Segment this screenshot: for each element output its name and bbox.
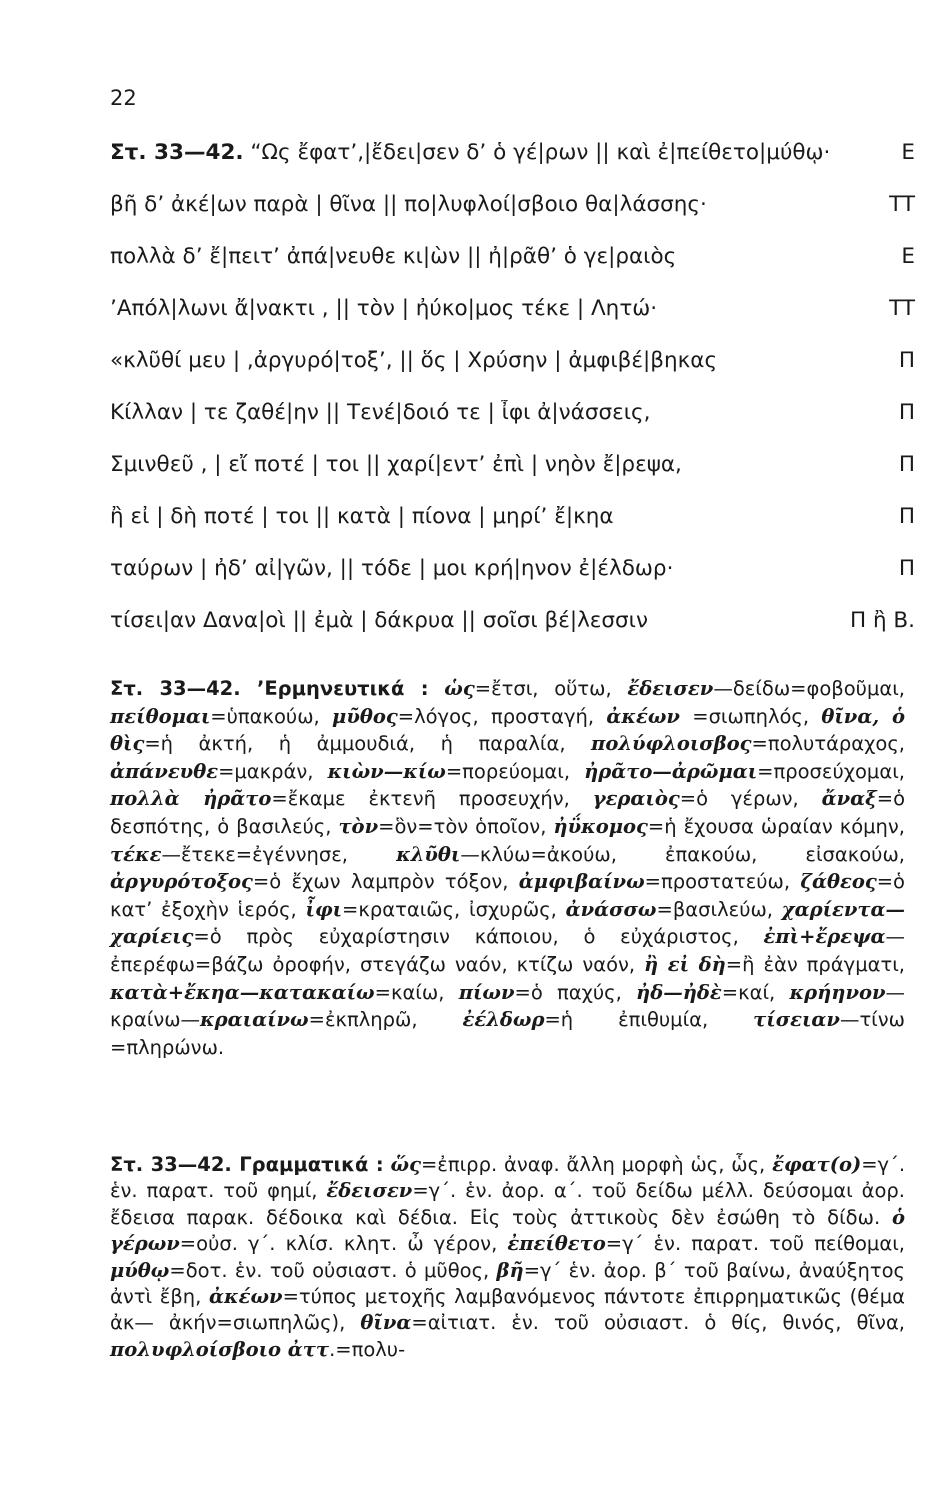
- verse-block: [110, 140, 915, 660]
- headword: τὸν: [338, 814, 379, 838]
- gloss: =ὁ γέρων,: [679, 787, 822, 811]
- gloss: .=πολυ-: [329, 1337, 406, 1361]
- headword: ἔδεισεν: [627, 677, 714, 700]
- gloss: =πορεύομαι,: [445, 759, 585, 783]
- verse-body: ταύρων | ἠδ’ αἰ|γῶν, || τόδε | μοι κρή|ηνον ἐ|έλδωρ·: [110, 556, 674, 581]
- gloss: =ἔτσι, οὕτω,: [474, 677, 628, 700]
- headword: πείθομαι: [110, 704, 211, 728]
- gloss: —τίνω =πληρώνω.: [110, 1008, 905, 1059]
- headword: πολυφλοίσβοιο ἀττ: [110, 1337, 330, 1361]
- verse-body: ἢ εἰ | δὴ ποτέ | τοι || κατὰ | πίονα | μηρί’ ἔ|κηα: [110, 504, 614, 529]
- gloss: —κραίνω—: [110, 980, 906, 1032]
- headword: μῦθος: [332, 704, 398, 728]
- headword: ἔδεισεν: [326, 1179, 413, 1203]
- verse-line: [110, 296, 915, 348]
- gloss: =ἔκαμε ἐκτενῆ προσευχήν,: [271, 787, 593, 811]
- headword: κατὰ+ἔκηα—κατακαίω: [110, 980, 375, 1004]
- gloss: —κλύω=ἀκούω, ἐπακούω, εἰσακούω,: [460, 842, 905, 866]
- verse-body: τίσει|αν Δανα|οὶ || ἐμὰ | δάκρυα || σοῖσι βέ|λεσσιν: [110, 608, 648, 633]
- gloss: =οὐσ. γ΄. κλίσ. κλητ. ὦ γέρον,: [179, 1232, 508, 1256]
- verse-line: [110, 556, 915, 608]
- verse-text: [110, 296, 657, 321]
- headword: ἐέλδωρ: [462, 1008, 545, 1032]
- headword: ἠρᾶτο—ἀρῶμαι: [584, 759, 758, 783]
- headword: ἀπάνευθε: [110, 759, 219, 783]
- headword: πολύφλοισβος: [591, 732, 752, 756]
- gloss: =ἡ ἐπιθυμία,: [544, 1008, 754, 1032]
- verse-text: [110, 192, 707, 217]
- gloss: =ὁ κατ’ ἐξοχὴν ἱερός,: [110, 870, 905, 921]
- gloss: =ἢ ἐὰν πράγματι,: [725, 952, 905, 976]
- headword: θῖνα: [360, 1311, 412, 1335]
- headword: τίσειαν: [753, 1008, 840, 1032]
- headword: ἔφατ(ο): [772, 1153, 862, 1176]
- gloss: =ὁ δεσπότης, ὁ βασιλεύς,: [110, 787, 906, 838]
- gloss: =σιωπηλός,: [679, 704, 822, 728]
- gloss: —ἐπερέφω=βάζω ὀροφήν, στεγάζω ναόν, κτίζω ναόν,: [110, 925, 905, 976]
- verse-text: [110, 348, 717, 373]
- headword: κιὼν—κίω: [327, 759, 446, 783]
- headword: ἀκέων: [209, 1285, 283, 1309]
- verse-body: “Ως ἔφατ’,|ἔδει|σεν δ’ ὁ γέ|ρων || καὶ ἐ|πείθετο|μύθῳ·: [250, 140, 831, 165]
- gloss: =ὃν=τὸν ὁποῖον,: [378, 814, 554, 838]
- gloss: =τύπος μετοχῆς λαμβανόμενος πάντοτε ἐπιρρηματικῶς (θέμα ἀκ— ἀκήν=σιωπηλῶς),: [110, 1285, 905, 1335]
- verse-text: [110, 400, 650, 425]
- gloss: =βασιλεύω,: [656, 897, 782, 921]
- headword: ἢ εἰ δὴ: [644, 952, 726, 976]
- meter-mark: Π: [898, 556, 915, 581]
- gloss: =λόγος, προσταγή,: [397, 704, 607, 728]
- grammar-notes: [110, 1152, 905, 1363]
- meter-mark: E: [901, 140, 915, 165]
- meter-mark: Π ἢ Β.: [849, 608, 915, 633]
- verse-line: [110, 244, 915, 296]
- headword: πίων: [458, 980, 515, 1004]
- headword: θῖνα, ὁ θὶς: [110, 704, 906, 756]
- gloss: —ἔτεκε=ἐγέννησε,: [161, 842, 397, 866]
- verse-line: [110, 348, 915, 400]
- headword: μύθῳ: [110, 1258, 170, 1282]
- gloss: =ὁ ἔχων λαμπρὸν τόξον,: [252, 870, 519, 894]
- headword: ἶφι: [305, 897, 343, 921]
- verse-line: [110, 400, 915, 452]
- gloss: =δοτ. ἑν. τοῦ οὐσιαστ. ὁ μῦθος,: [169, 1258, 497, 1282]
- gloss: =πολυτάραχος,: [751, 732, 905, 756]
- gloss: =μακράν,: [218, 759, 328, 783]
- interpretive-notes-heading: Στ. 33—42. ’Ερμηνευτικά :: [110, 677, 429, 700]
- gloss: =ἡ ἀκτή, ἡ ἀμμουδιά, ἡ παραλία,: [144, 732, 592, 756]
- headword: ἀμφιβαίνω: [518, 870, 645, 894]
- headword: χαρίεντα—χαρίεις: [110, 897, 906, 949]
- verse-reference: Στ. 33—42.: [110, 140, 244, 165]
- gloss: =γ΄ ἑν. ἀορ. β΄ τοῦ βαίνω, ἀναύξητος ἀντὶ ἔβη,: [110, 1258, 905, 1309]
- headword: ὁ γέρων: [110, 1205, 905, 1256]
- meter-mark: Π: [898, 504, 915, 529]
- headword: ἀκέων: [606, 704, 680, 728]
- grammar-notes-text: [110, 1152, 905, 1363]
- verse-body: βῆ δ’ ἀκέ|ων παρὰ | θῖνα || πο|λυφλοί|σβοιο θα|λάσσης·: [110, 192, 707, 217]
- headword: γεραιὸς: [592, 787, 680, 811]
- headword: ὡς: [444, 677, 475, 700]
- verse-line: [110, 504, 915, 556]
- gloss: =κραταιῶς, ἰσχυρῶς,: [342, 897, 566, 921]
- gloss: =γ΄ ἑν. παρατ. τοῦ πείθομαι,: [605, 1232, 905, 1256]
- page-number: 22: [110, 86, 137, 110]
- meter-mark: TT: [889, 192, 915, 217]
- headword: πολλὰ ἠρᾶτο: [110, 787, 272, 811]
- interpretive-notes: [110, 675, 905, 1061]
- meter-mark: Π: [898, 452, 915, 477]
- headword: κραιαίνω: [200, 1008, 309, 1032]
- headword: κρήηνον: [789, 980, 886, 1004]
- gloss: —δείδω=φοβοῦμαι,: [713, 677, 906, 700]
- verse-text: [110, 452, 682, 477]
- verse-text: [110, 140, 830, 165]
- verse-body: πολλὰ δ’ ἔ|πειτ’ ἀπά|νευθε κι|ὼν || ἠ|ρᾶθ’ ὁ γε|ραιὸς: [110, 244, 677, 269]
- gloss: =ἐκπληρῶ,: [308, 1008, 463, 1032]
- verse-line: [110, 140, 915, 192]
- headword: κλῦθι: [396, 842, 461, 866]
- verse-line: [110, 608, 915, 660]
- headword: βῆ: [496, 1258, 524, 1282]
- meter-mark: E: [901, 244, 915, 269]
- gloss: =προστατεύω,: [644, 870, 801, 894]
- verse-text: [110, 556, 673, 581]
- verse-body: Κίλλαν | τε ζαθέ|ην || Τενέ|δοιό τε | ἶφι ἀ|νάσσεις,: [110, 400, 651, 425]
- verse-body: ’Απόλ|λωνι ἄ|νακτι , || τὸν | ἠύκο|μος τέκε | Λητώ·: [110, 296, 658, 321]
- headword: ὥς: [390, 1153, 421, 1176]
- gloss: =ὁ παχύς,: [514, 980, 637, 1004]
- grammar-notes-heading: Στ. 33—42. Γραμματικά :: [110, 1153, 384, 1176]
- headword: ζάθεος: [800, 870, 877, 894]
- headword: ἀνάσσω: [565, 897, 657, 921]
- gloss: =αἰτιατ. ἑν. τοῦ οὐσιαστ. ὁ θίς, θινός, θῖνα,: [411, 1311, 906, 1335]
- headword: ἐπείθετο: [507, 1232, 606, 1256]
- meter-mark: Π: [898, 400, 915, 425]
- meter-mark: TT: [889, 296, 915, 321]
- gloss: =καίω,: [374, 980, 459, 1004]
- headword: ἐπὶ+ἔρεψα: [763, 925, 886, 949]
- gloss: =ὑπακούω,: [210, 704, 333, 728]
- gloss: =γ΄. ἑν. ἀορ. α΄. τοῦ δείδω μέλλ. δεύσομαι ἀορ. ἔδεισα παρακ. δέδοικα καὶ δέδια. Εἰς τοὺς ἀττικοὺς δὲν ἐσώθη τὸ δίδω.: [110, 1179, 906, 1229]
- verse-text: [110, 504, 614, 529]
- headword: ἄναξ: [821, 787, 877, 811]
- verse-body: «κλῦθί μευ | ,ἀργυρό|τοξ’, || ὅς | Χρύσην | ἀμφιβέ|βηκας: [110, 348, 718, 373]
- gloss: =καί,: [721, 980, 790, 1004]
- gloss: =ὁ πρὸς εὐχαρίστησιν κάποιου, ὁ εὐχάριστος,: [193, 925, 764, 949]
- interpretive-notes-text: [110, 675, 905, 1061]
- headword: ἠδ—ἠδὲ: [636, 980, 722, 1004]
- gloss: =προσεύχομαι,: [757, 759, 905, 783]
- gloss: =γ΄. ἑν. παρατ. τοῦ φημί,: [110, 1153, 906, 1203]
- verse-text: [110, 244, 676, 269]
- verse-line: [110, 192, 915, 244]
- verse-text: [110, 608, 648, 633]
- verse-line: [110, 452, 915, 504]
- gloss: =ἡ ἔχουσα ὡραίαν κόμην,: [647, 814, 906, 838]
- meter-mark: Π: [898, 348, 915, 373]
- headword: τέκε: [110, 842, 162, 866]
- headword: ἠΰκομος: [553, 814, 648, 838]
- headword: ἀργυρότοξος: [110, 870, 253, 894]
- gloss: =ἐπιρρ. ἀναφ. ἄλλη μορφὴ ὡς, ὧς,: [420, 1153, 773, 1176]
- verse-body: Σμινθεῦ , | εἴ ποτέ | τοι || χαρί|εντ’ ἐπὶ | νηὸν ἔ|ρεψα,: [110, 452, 682, 477]
